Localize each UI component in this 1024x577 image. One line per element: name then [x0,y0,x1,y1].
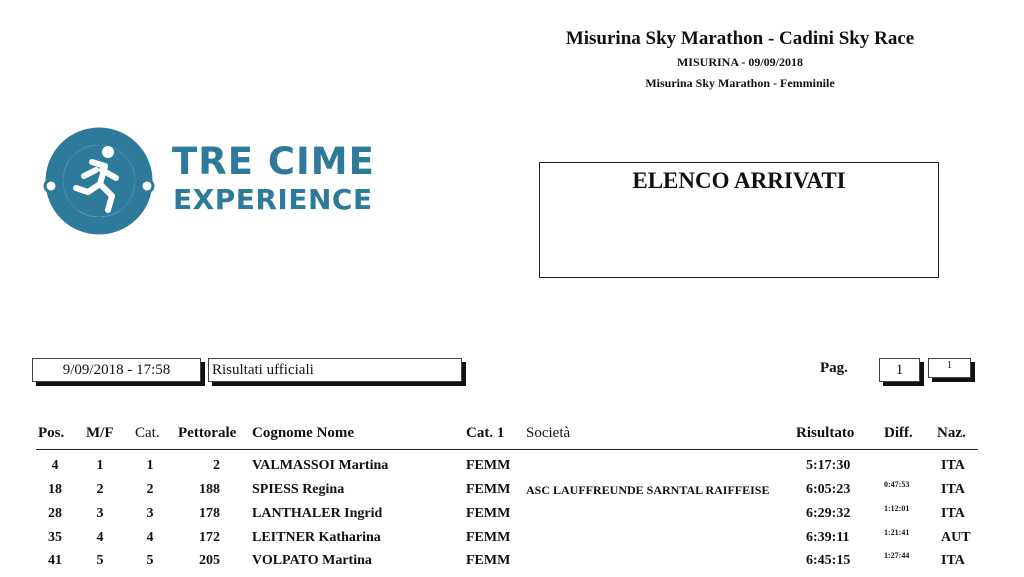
cell-mf: 5 [96,553,104,568]
cell-result: 6:45:15 [806,553,851,568]
cell-bib: 188 [199,482,220,497]
col-club: Società [526,425,571,441]
col-mf: M/F [86,425,114,441]
cell-nat: ITA [941,553,965,568]
col-pos: Pos. [38,425,65,441]
cell-result: 6:29:32 [806,506,851,521]
cell-diff: 0:47:53 [884,480,910,489]
cell-cat: 3 [146,506,154,521]
table-row [0,458,1024,482]
cell-diff: 1:21:41 [884,528,910,537]
cell-pos: 18 [48,482,62,497]
cell-diff: 1:27:44 [884,551,910,560]
cell-pos: 41 [48,553,62,568]
table-row [0,482,1024,506]
logo-text-line2: EXPERIENCE [173,183,373,216]
document-title: ELENCO ARRIVATI [632,168,846,193]
cell-nat: ITA [941,482,965,497]
header-divider [36,449,978,450]
cell-cat1: FEMM [466,553,511,568]
cell-mf: 4 [96,530,104,545]
cell-name: VOLPATO Martina [252,553,372,568]
col-result: Risultato [796,425,855,441]
cell-nat: ITA [941,458,965,473]
logo-text-line1: TRE CIME [172,140,375,183]
race-category: Misurina Sky Marathon - Femminile [645,76,835,90]
page-label: Pag. [820,360,848,376]
cell-cat1: FEMM [466,506,511,521]
cell-result: 6:39:11 [806,530,850,545]
col-cat1: Cat. 1 [466,425,505,441]
cell-pos: 35 [48,530,62,545]
page-count: 1 [928,358,971,378]
cell-name: VALMASSOI Martina [252,458,389,473]
col-diff: Diff. [884,425,913,441]
cell-diff: 1:12:01 [884,504,910,513]
cell-pos: 28 [48,506,62,521]
cell-bib: 205 [199,553,220,568]
cell-name: LANTHALER Ingrid [252,506,383,521]
page-number: 1 [879,358,920,382]
cell-bib: 178 [199,506,220,521]
cell-bib: 2 [213,458,220,473]
cell-cat1: FEMM [466,458,511,473]
cell-mf: 1 [96,458,104,473]
cell-cat: 4 [146,530,154,545]
cell-cat: 1 [146,458,154,473]
cell-cat: 5 [146,553,154,568]
document-title-box [539,162,939,278]
table-row [0,553,1024,577]
col-name: Cognome Nome [252,425,355,441]
results-status: Risultati ufficiali [208,358,462,382]
cell-name: SPIESS Regina [252,482,345,497]
col-nat: Naz. [937,425,966,441]
cell-cat1: FEMM [466,482,511,497]
cell-bib: 172 [199,530,220,545]
cell-nat: AUT [941,530,971,545]
cell-cat: 2 [146,482,154,497]
event-location-date: MISURINA - 09/09/2018 [676,55,803,69]
cell-result: 5:17:30 [806,458,851,473]
table-row [0,506,1024,530]
cell-name: LEITNER Katharina [252,530,381,545]
cell-cat1: FEMM [466,530,511,545]
print-datetime: 9/09/2018 - 17:58 [32,358,201,382]
table-row [0,530,1024,554]
col-cat: Cat. [135,425,160,441]
cell-mf: 3 [96,506,104,521]
col-bib: Pettorale [178,425,237,441]
cell-result: 6:05:23 [806,482,851,497]
event-title: Misurina Sky Marathon - Cadini Sky Race [565,28,915,49]
cell-nat: ITA [941,506,965,521]
cell-mf: 2 [96,482,104,497]
cell-club: ASC LAUFFREUNDE SARNTAL RAIFFEISE [526,483,770,497]
cell-pos: 4 [51,458,59,473]
